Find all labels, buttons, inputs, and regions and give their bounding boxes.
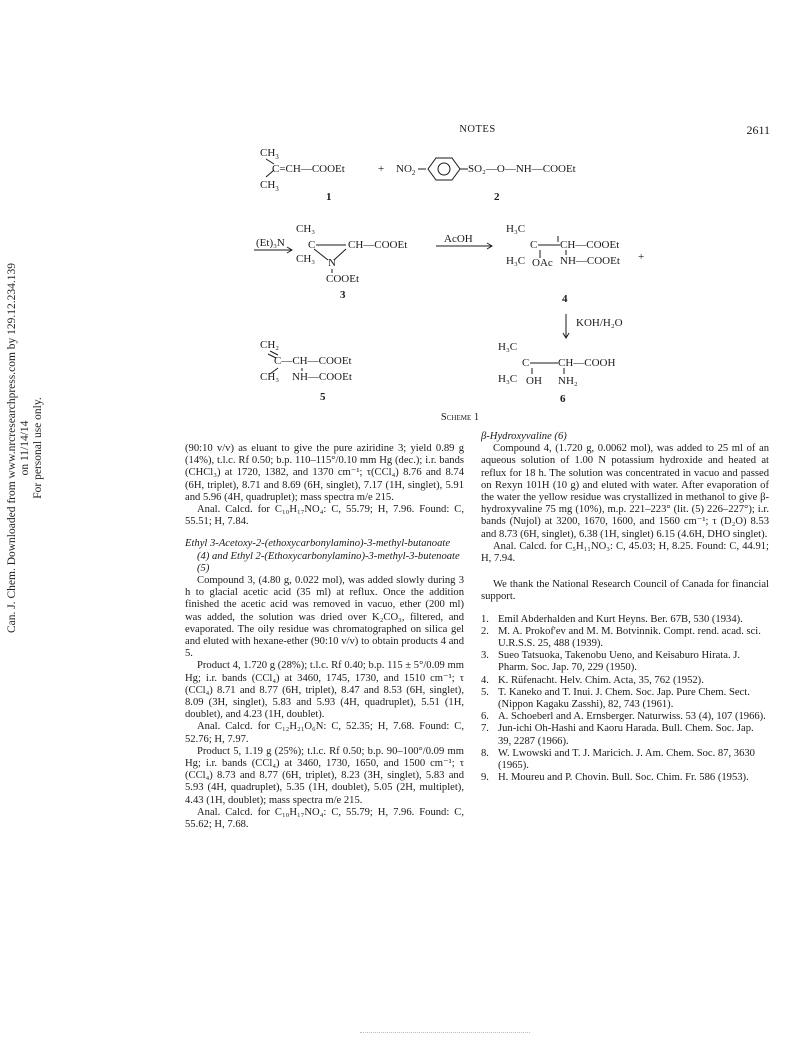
r3-p5-nh: NH—COOEt [292, 371, 352, 383]
footer-scan-noise [360, 1032, 530, 1035]
scheme-drawing [240, 142, 680, 422]
reference-item: 5. T. Kaneko and T. Inui. J. Chem. Soc. Jap. Pure Chem. Sect. (Nippon Kagaku Zasshi), 82, 743 (1961). [481, 686, 750, 711]
r2-aziridine-n: N [328, 257, 336, 269]
r2-ch3-bottom: CH₃ [296, 253, 316, 265]
reference-item: 3. Sueo Tatsuoka, Takenobu Ueno, and Keisaburo Hirata. J. Pharm. Soc. Jap. 70, 229 (1950). [481, 650, 741, 674]
r2-aziridine-cn [314, 249, 328, 260]
watermark-line-1: Can. J. Chem. Downloaded from www.nrcresearchpress.com by 129.12.234.139 on 11/14/14 [6, 262, 31, 634]
r3-p6-h3c-bottom: H₃C [498, 373, 518, 385]
benzene-ring-aromatic [438, 163, 450, 175]
r2-aziridine-nc [334, 249, 346, 260]
r3-p6-h3c-top: H₃C [498, 341, 518, 353]
r2-koh: KOH/H₂O [576, 317, 623, 329]
r2-aziridine-ch: CH—COOEt [348, 239, 408, 251]
left-paragraph-5: Anal. Calcd. for C₁₂H₂₁O₆N: C, 52.35; H, 7.68. Found: C, 52.76; H, 7.97. [185, 721, 464, 745]
r2-p4-h3c-top: H₃C [506, 223, 526, 235]
reference-item: 7. Jun-ichi Oh-Hashi and Kaoru Harada. Bull. Chem. Soc. Jap. 39, 2287 (1966). [481, 723, 754, 747]
r1-so2-chain: SO₂—O—NH—COOEt [468, 163, 576, 175]
left-paragraph-1: (90:10 v/v) as eluant to give the pure aziridine 3; yield 0.89 g (14%), t.l.c. Rf 0.50; b.p. 110–115°/0.10 mm Hg (dec.); i.r. bands (CHCl₃) at 1720, 1382, and 1370 cm⁻¹; τ(CCl₄) 8.76 and 8.74 (6H, triplet), 8.71 and 8.69 (6H, singlet), 7.17 (1H, singlet), 5.91 and 5.96 (4H, quadruplet); mass spectra m/e 215. [185, 443, 464, 503]
section-heading-6: β-Hydroxyvaline (6) [481, 431, 567, 442]
left-paragraph-6: Product 5, 1.19 g (25%); t.l.c. Rf 0.50; b.p. 90–100°/0.09 mm Hg; i.r. bands (CCl₄) at 3460, 1730, 1650, and 1500 cm⁻¹; τ (CCl₄) 8.73 and 8.77 (6H, triplet), 8.23 (3H, singlet), 5.83 and 5.93 (4H, quadruplet), 5.35 (1H, doublet), 5.05 (2H, multiplet), 4.43 (1H, doublet); mass spectra m/e 215. [185, 745, 464, 806]
right-column [481, 431, 769, 784]
r3-p5-c: C—CH—COOEt [274, 355, 352, 367]
label-compound-1: 1 [326, 191, 332, 203]
running-title: NOTES [459, 124, 496, 135]
reference-item: 4. K. Rüfenacht. Helv. Chim. Acta, 35, 762 (1952). [481, 674, 704, 686]
r2-aziridine-c: C [308, 239, 316, 251]
reference-item: 2. M. A. Prokof'ev and M. M. Botvinnik. Compt. rend. acad. sci. U.R.S.S. 25, 488 (1939). [481, 625, 761, 650]
acknowledgement: We thank the National Research Council of Canada for financial support. [481, 579, 769, 603]
r2-p4-h3c-bottom: H₃C [506, 255, 526, 267]
reference-item: 6. A. Schoeberl and A. Ernsberger. Naturwiss. 53 (4), 107 (1966). [481, 711, 766, 723]
r3-p5-ch2: CH₂ [260, 339, 280, 351]
watermark-line-2: For personal use only. [32, 397, 44, 499]
label-compound-5: 5 [320, 391, 326, 403]
r3-p5-ch3: CH₃ [260, 371, 280, 383]
r2-aziridine-cooet: COOEt [326, 273, 359, 285]
page-number: 2611 [746, 123, 770, 137]
label-compound-3: 3 [340, 289, 346, 301]
r3-p6-nh2: NH₂ [558, 375, 578, 387]
section-heading-4-5: Ethyl 3-Acetoxy-2-(ethoxycarbonylamino)-3-methyl-butanoate (4) and Ethyl 2-(Ethoxycarbonylamino)-3-methyl-3-butenoate (5) [185, 538, 460, 574]
r1-no2: $NO_2$ [396, 163, 416, 177]
r2-p4-nh: NH—COOEt [560, 255, 620, 267]
r3-p6-c: C [522, 357, 530, 369]
right-paragraph-2: Anal. Calcd. for C₅H₁₁NO₃: C, 45.03; H, 8.25. Found: C, 44.91; H, 7.94. [481, 540, 769, 565]
left-paragraph-3: Compound 3, (4.80 g, 0.022 mol), was added slowly during 3 h to glacial acetic acid (35 ml) at reflux. Once the addition finished the acetic acid was removed in vacuo, ether (200 ml) was added, the solution was dried over K₂CO₃, filtered, and evaporated. The oily residue was chromatographed on silica gel and eluted with hexane-ether (90:10 v/v) to obtain products 4 and 5. [185, 575, 464, 660]
scheme-caption: Scheme 1 [440, 412, 480, 422]
left-paragraph-2: Anal. Calcd. for C₁₀H₁₇NO₄: C, 55.79; H, 7.96. Found: C, 55.51; H, 7.84. [185, 504, 464, 528]
r3-p6-oh: OH [526, 375, 542, 387]
r3-p6-ch: CH—COOH [558, 357, 616, 369]
label-compound-4: 4 [562, 293, 568, 305]
label-compound-6: 6 [560, 393, 566, 405]
label-compound-2: 2 [494, 191, 500, 203]
left-paragraph-4: Product 4, 1.720 g (28%); t.l.c. Rf 0.40; b.p. 115 ± 5°/0.09 mm Hg; i.r. bands (CCl₄) at 3460, 1745, 1730, and 1510 cm⁻¹; τ (CCl₄) 8.71 and 8.77 (6H, triplet), 8.47 and 8.53 (6H, singlet), 8.09 (3H, singlet), 5.83 and 5.93 (4H, quadruplet), 5.51 (1H, doublet), and 4.23 (1H, doublet). [185, 660, 464, 721]
running-header [185, 124, 770, 140]
reference-item: 1. Emil Abderhalden and Kurt Heyns. Ber. 67B, 530 (1934). [481, 613, 743, 625]
reaction-scheme [240, 142, 680, 422]
r2-acoh: AcOH [444, 233, 473, 245]
reference-item: 9. H. Moureu and P. Chovin. Bull. Soc. Chim. Fr. 586 (1953). [481, 772, 749, 784]
benzene-ring [428, 158, 460, 180]
r2-base: (Et)₃N [256, 237, 285, 249]
r2-plus: + [638, 251, 645, 263]
left-column [185, 443, 464, 831]
reference-list [481, 614, 769, 785]
download-watermark [0, 258, 44, 638]
r2-p4-c: C [530, 239, 538, 251]
reference-item: 8. W. Lwowski and T. J. Maricich. J. Am. Chem. Soc. 87, 3630 (1965). [481, 747, 755, 772]
right-paragraph-1: Compound 4, (1.720 g, 0.0062 mol), was added to 25 ml of an aqueous solution of 1.00 N potassium hydroxide and heated at reflux for 18 h. The solution was concentrated in vacuo and passed on Rexyn 101H (10 g) and eluted with water. After evaporation of the water the yellow residue was crystallized in methanol to give β-hydroxyvaline 75 mg (10%), m.p. 221–223° (lit. (5) 226–227°); i.r. bands (Nujol) at 3200, 1670, 1600, and 1560 cm⁻¹; τ (D₂O) 8.53 and 8.73 (6H, singlet), 6.38 (1H, singlet) 6.15 (4.6H, DHO singlet). [481, 443, 769, 540]
r1-ch3-top: $CH_3$ [260, 147, 279, 161]
r1-plus: + [378, 163, 385, 175]
r2-p4-ch: CH—COOEt [560, 239, 620, 251]
left-paragraph-7: Anal. Calcd. for C₁₀H₁₇NO₄: C, 55.79; H, 7.96. Found: C, 55.62; H, 7.68. [185, 806, 464, 831]
r2-p4-oac: OAc [532, 257, 553, 269]
r1-bond-top [266, 159, 274, 164]
r2-ch3-top: CH₃ [296, 223, 316, 235]
r1-alkene: C=CH—COOEt [272, 163, 345, 175]
r1-ch3-bottom: $CH_3$ [260, 179, 279, 193]
